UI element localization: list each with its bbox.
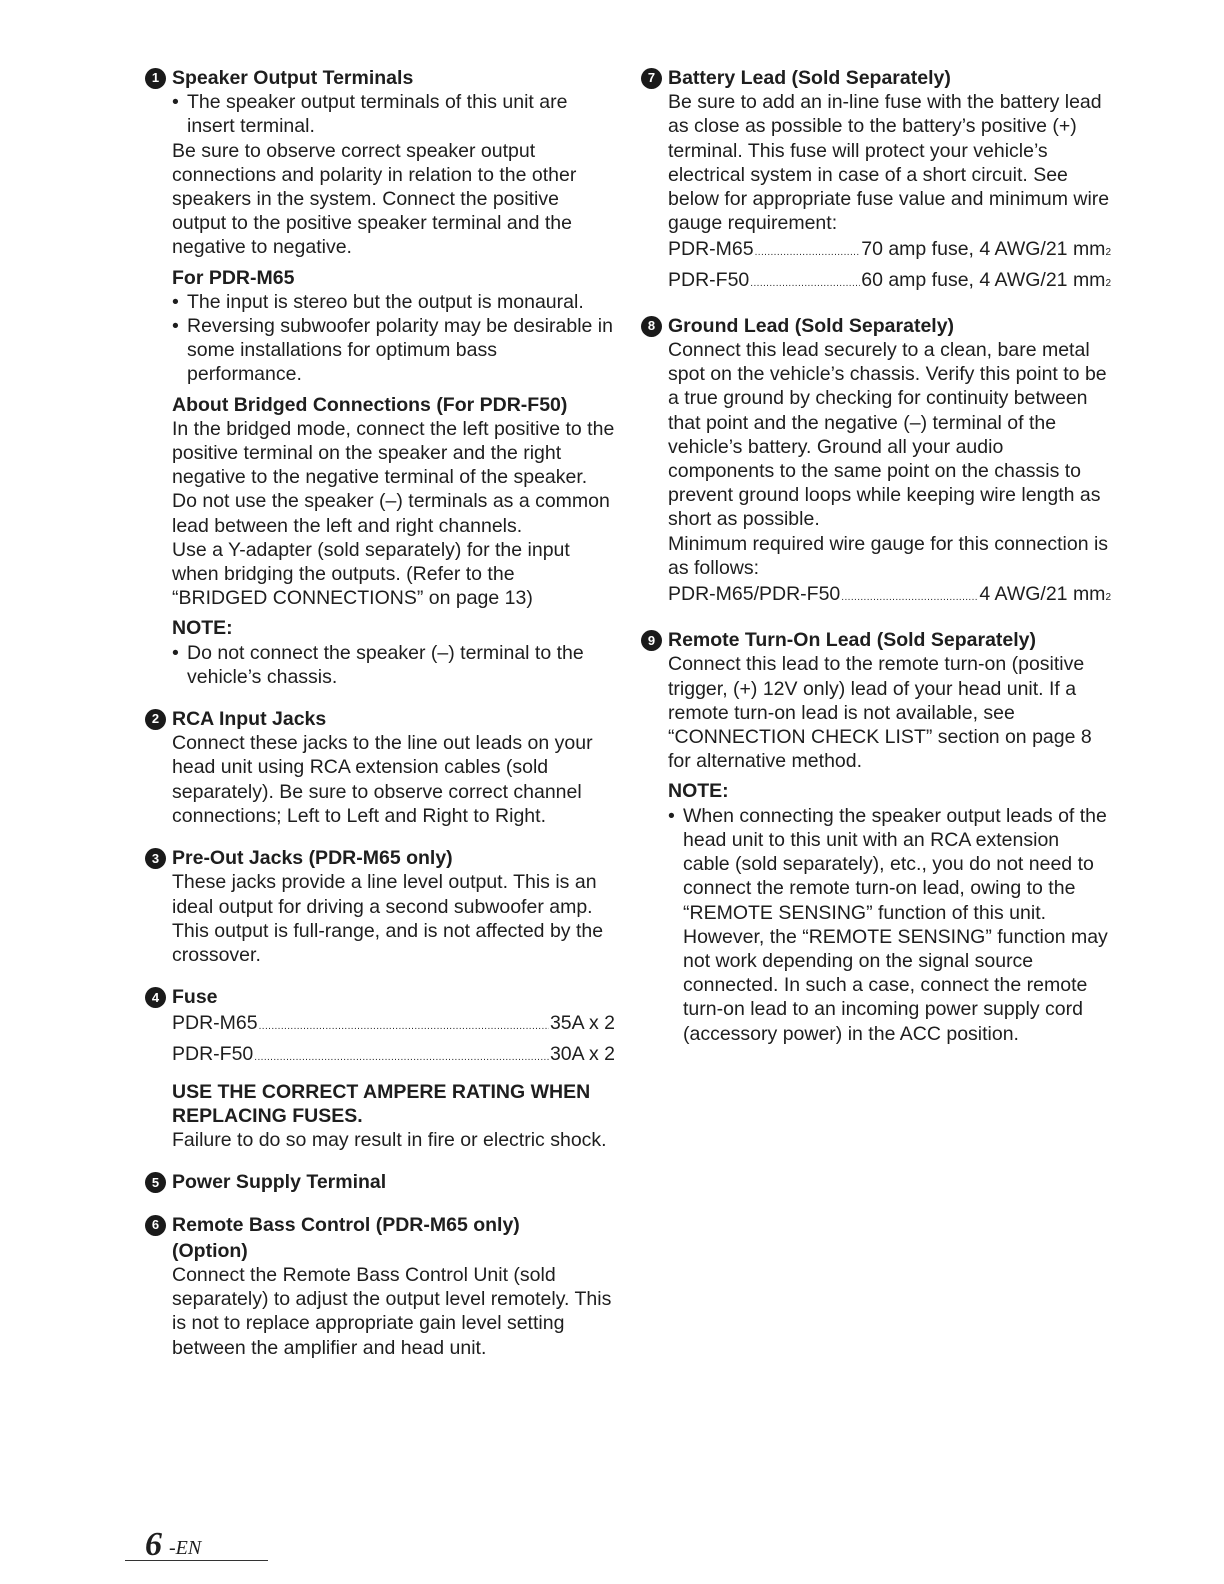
section-heading	[641, 314, 1111, 338]
spec-value: 4 AWG/21 mm	[979, 583, 1106, 606]
bullet-icon: •	[668, 804, 675, 827]
bullet-item: • The input is stereo but the output is monaural.	[172, 290, 584, 313]
bullet-icon: •	[172, 315, 179, 338]
section-heading	[641, 628, 1111, 652]
section-remote-bass-control	[145, 1213, 615, 1360]
bullet-item: • Do not connect the speaker (–) terminal to the vehicle’s chassis.	[172, 641, 584, 688]
spec-model: PDR-M65/PDR-F50	[668, 583, 841, 606]
paragraph: Connect this lead to the remote turn-on (positive trigger, (+) 12V only) lead of your head unit. If a remote turn-on lead is not available, see “CONNECTION CHECK LIST” section on page 8 for alternative method.	[668, 653, 1092, 773]
section-ground-lead	[641, 314, 1111, 610]
number-badge-icon: 1	[145, 68, 166, 89]
section-power-supply-terminal	[145, 1170, 615, 1194]
section-heading	[145, 1170, 615, 1194]
battery-spec-row: PDR-M65 ..... 70 amp fuse, 4 AWG/21 mm 2	[668, 237, 1111, 265]
number-badge-icon: 5	[145, 1172, 166, 1193]
section-heading	[145, 707, 615, 731]
number-badge-icon: 9	[641, 630, 662, 651]
paragraph: In the bridged mode, connect the left positive to the positive terminal on the speaker and the right negative to the negative terminal of the speaker. Do not use the speaker (–) terminals as a common lead between the left and right channels.	[172, 417, 615, 537]
section-pre-out-jacks	[145, 846, 615, 967]
spec-model: PDR-F50	[172, 1042, 254, 1065]
number-badge-icon: 6	[145, 1215, 166, 1236]
section-heading	[145, 1213, 615, 1237]
paragraph: Be sure to observe correct speaker output connections and polarity in relation to the other speakers in the system. Connect the positive output to the positive speaker terminal and the negative to negative.	[172, 139, 577, 259]
section-title: Remote Turn-On Lead (Sold Separately)	[668, 629, 1037, 652]
paragraph: These jacks provide a line level output. This is an ideal output for driving a second subwoofer amp. This output is full-range, and is not affected by the crossover.	[172, 871, 604, 966]
number-badge-icon: 3	[145, 848, 166, 869]
number-badge-icon: 8	[641, 316, 662, 337]
right-column	[641, 66, 1111, 1064]
battery-spec-row: PDR-F50 ..... 60 amp fuse, 4 AWG/21 mm 2	[668, 268, 1111, 296]
subheading: About Bridged Connections (For PDR-F50)	[172, 393, 568, 416]
spec-value: 30A x 2	[549, 1042, 615, 1065]
spec-value: 60 amp fuse, 4 AWG/21 mm	[861, 268, 1106, 291]
section-heading	[145, 66, 615, 90]
section-title: RCA Input Jacks	[172, 708, 327, 731]
page-footer	[125, 1526, 268, 1561]
spec-model: PDR-M65	[172, 1012, 258, 1035]
paragraph: Minimum required wire gauge for this connection is as follows:	[668, 532, 1109, 579]
fuse-spec-row	[172, 1011, 615, 1039]
page-suffix: -EN	[169, 1537, 202, 1559]
warning-heading: USE THE CORRECT AMPERE RATING WHEN REPLACING FUSES.	[172, 1080, 591, 1127]
dot-leader	[755, 237, 861, 265]
note-label: NOTE:	[172, 617, 233, 640]
paragraph: Connect these jacks to the line out leads on your head unit using RCA extension cables (sold separately). Be sure to observe correct channel connections; Left to Left and Right to Right.	[172, 732, 593, 827]
section-speaker-output-terminals	[145, 66, 615, 689]
section-title-continued: (Option)	[172, 1239, 248, 1262]
bullet-item: • Reversing subwoofer polarity may be desirable in some installations for optimum bass performance.	[172, 315, 613, 386]
dot-leader	[841, 582, 978, 610]
subheading: For PDR-M65	[172, 266, 295, 289]
section-heading	[641, 66, 1111, 90]
section-title: Ground Lead (Sold Separately)	[668, 314, 955, 337]
paragraph: Connect this lead securely to a clean, bare metal spot on the vehicle’s chassis. Verify this point to be a true ground by checking for continuity between that point and the negative (–) terminal of the vehicle’s battery. Ground all your audio components to the same point on the chassis to prevent ground loops while keeping wire length as short as possible.	[668, 339, 1107, 531]
section-battery-lead	[641, 66, 1111, 296]
section-title: Fuse	[172, 986, 218, 1009]
section-heading	[145, 846, 615, 870]
paragraph: Use a Y-adapter (sold separately) for the input when bridging the outputs. (Refer to the “BRIDGED CONNECTIONS” on page 13)	[172, 538, 570, 610]
bullet-item: • When connecting the speaker output leads of the head unit to this unit with an RCA extension cable (sold separately), etc., you do not need to connect the remote turn-on lead, owing to the “REMOTE SENSING” function of this unit. However, the “REMOTE SENSING” function may not work depending on the signal source connected. In such a case, connect the remote turn-on lead to an incoming power supply cord (accessory power) in the ACC position.	[668, 804, 1108, 1045]
number-badge-icon: 7	[641, 68, 662, 89]
section-fuse	[145, 985, 615, 1152]
spec-value: 35A x 2	[549, 1012, 615, 1035]
paragraph: Failure to do so may result in fire or electric shock.	[172, 1129, 607, 1152]
dot-leader	[254, 1042, 549, 1070]
spec-model: PDR-F50	[668, 268, 750, 291]
section-remote-turn-on-lead	[641, 628, 1111, 1045]
section-title: Pre-Out Jacks (PDR-M65 only)	[172, 847, 453, 870]
number-badge-icon: 4	[145, 987, 166, 1008]
paragraph: Connect the Remote Bass Control Unit (sold separately) to adjust the output level remotely. This is not to replace appropriate gain level setting between the amplifier and head unit.	[172, 1263, 612, 1359]
section-title: Remote Bass Control (PDR-M65 only)	[172, 1213, 520, 1236]
bullet-item: • The speaker output terminals of this unit are insert terminal.	[172, 91, 568, 138]
section-rca-input-jacks	[145, 707, 615, 828]
number-badge-icon: 2	[145, 709, 166, 730]
section-title: Battery Lead (Sold Separately)	[668, 67, 951, 89]
paragraph: Be sure to add an in-line fuse with the battery lead as close as possible to the battery’s positive (+) terminal. This fuse will protect your vehicle’s electrical system in case of a short circuit. See below for appropriate fuse value and minimum wire gauge requirement:	[668, 91, 1110, 235]
section-heading	[145, 985, 615, 1009]
fuse-spec-row	[172, 1042, 615, 1070]
section-title: Power Supply Terminal	[172, 1171, 387, 1194]
spec-value: 70 amp fuse, 4 AWG/21 mm	[861, 238, 1106, 261]
bullet-icon: •	[172, 290, 179, 313]
ground-spec-row: PDR-M65/PDR-F50 ..... 4 AWG/21 mm 2	[668, 582, 1111, 610]
section-title: Speaker Output Terminals	[172, 67, 414, 89]
bullet-icon: •	[172, 91, 179, 114]
dot-leader	[750, 268, 860, 296]
page-number: 6	[145, 1526, 162, 1563]
spec-model: PDR-M65	[668, 238, 754, 261]
note-label: NOTE:	[668, 780, 729, 803]
dot-leader	[259, 1011, 549, 1039]
left-column	[145, 66, 615, 1378]
bullet-icon: •	[172, 641, 179, 664]
